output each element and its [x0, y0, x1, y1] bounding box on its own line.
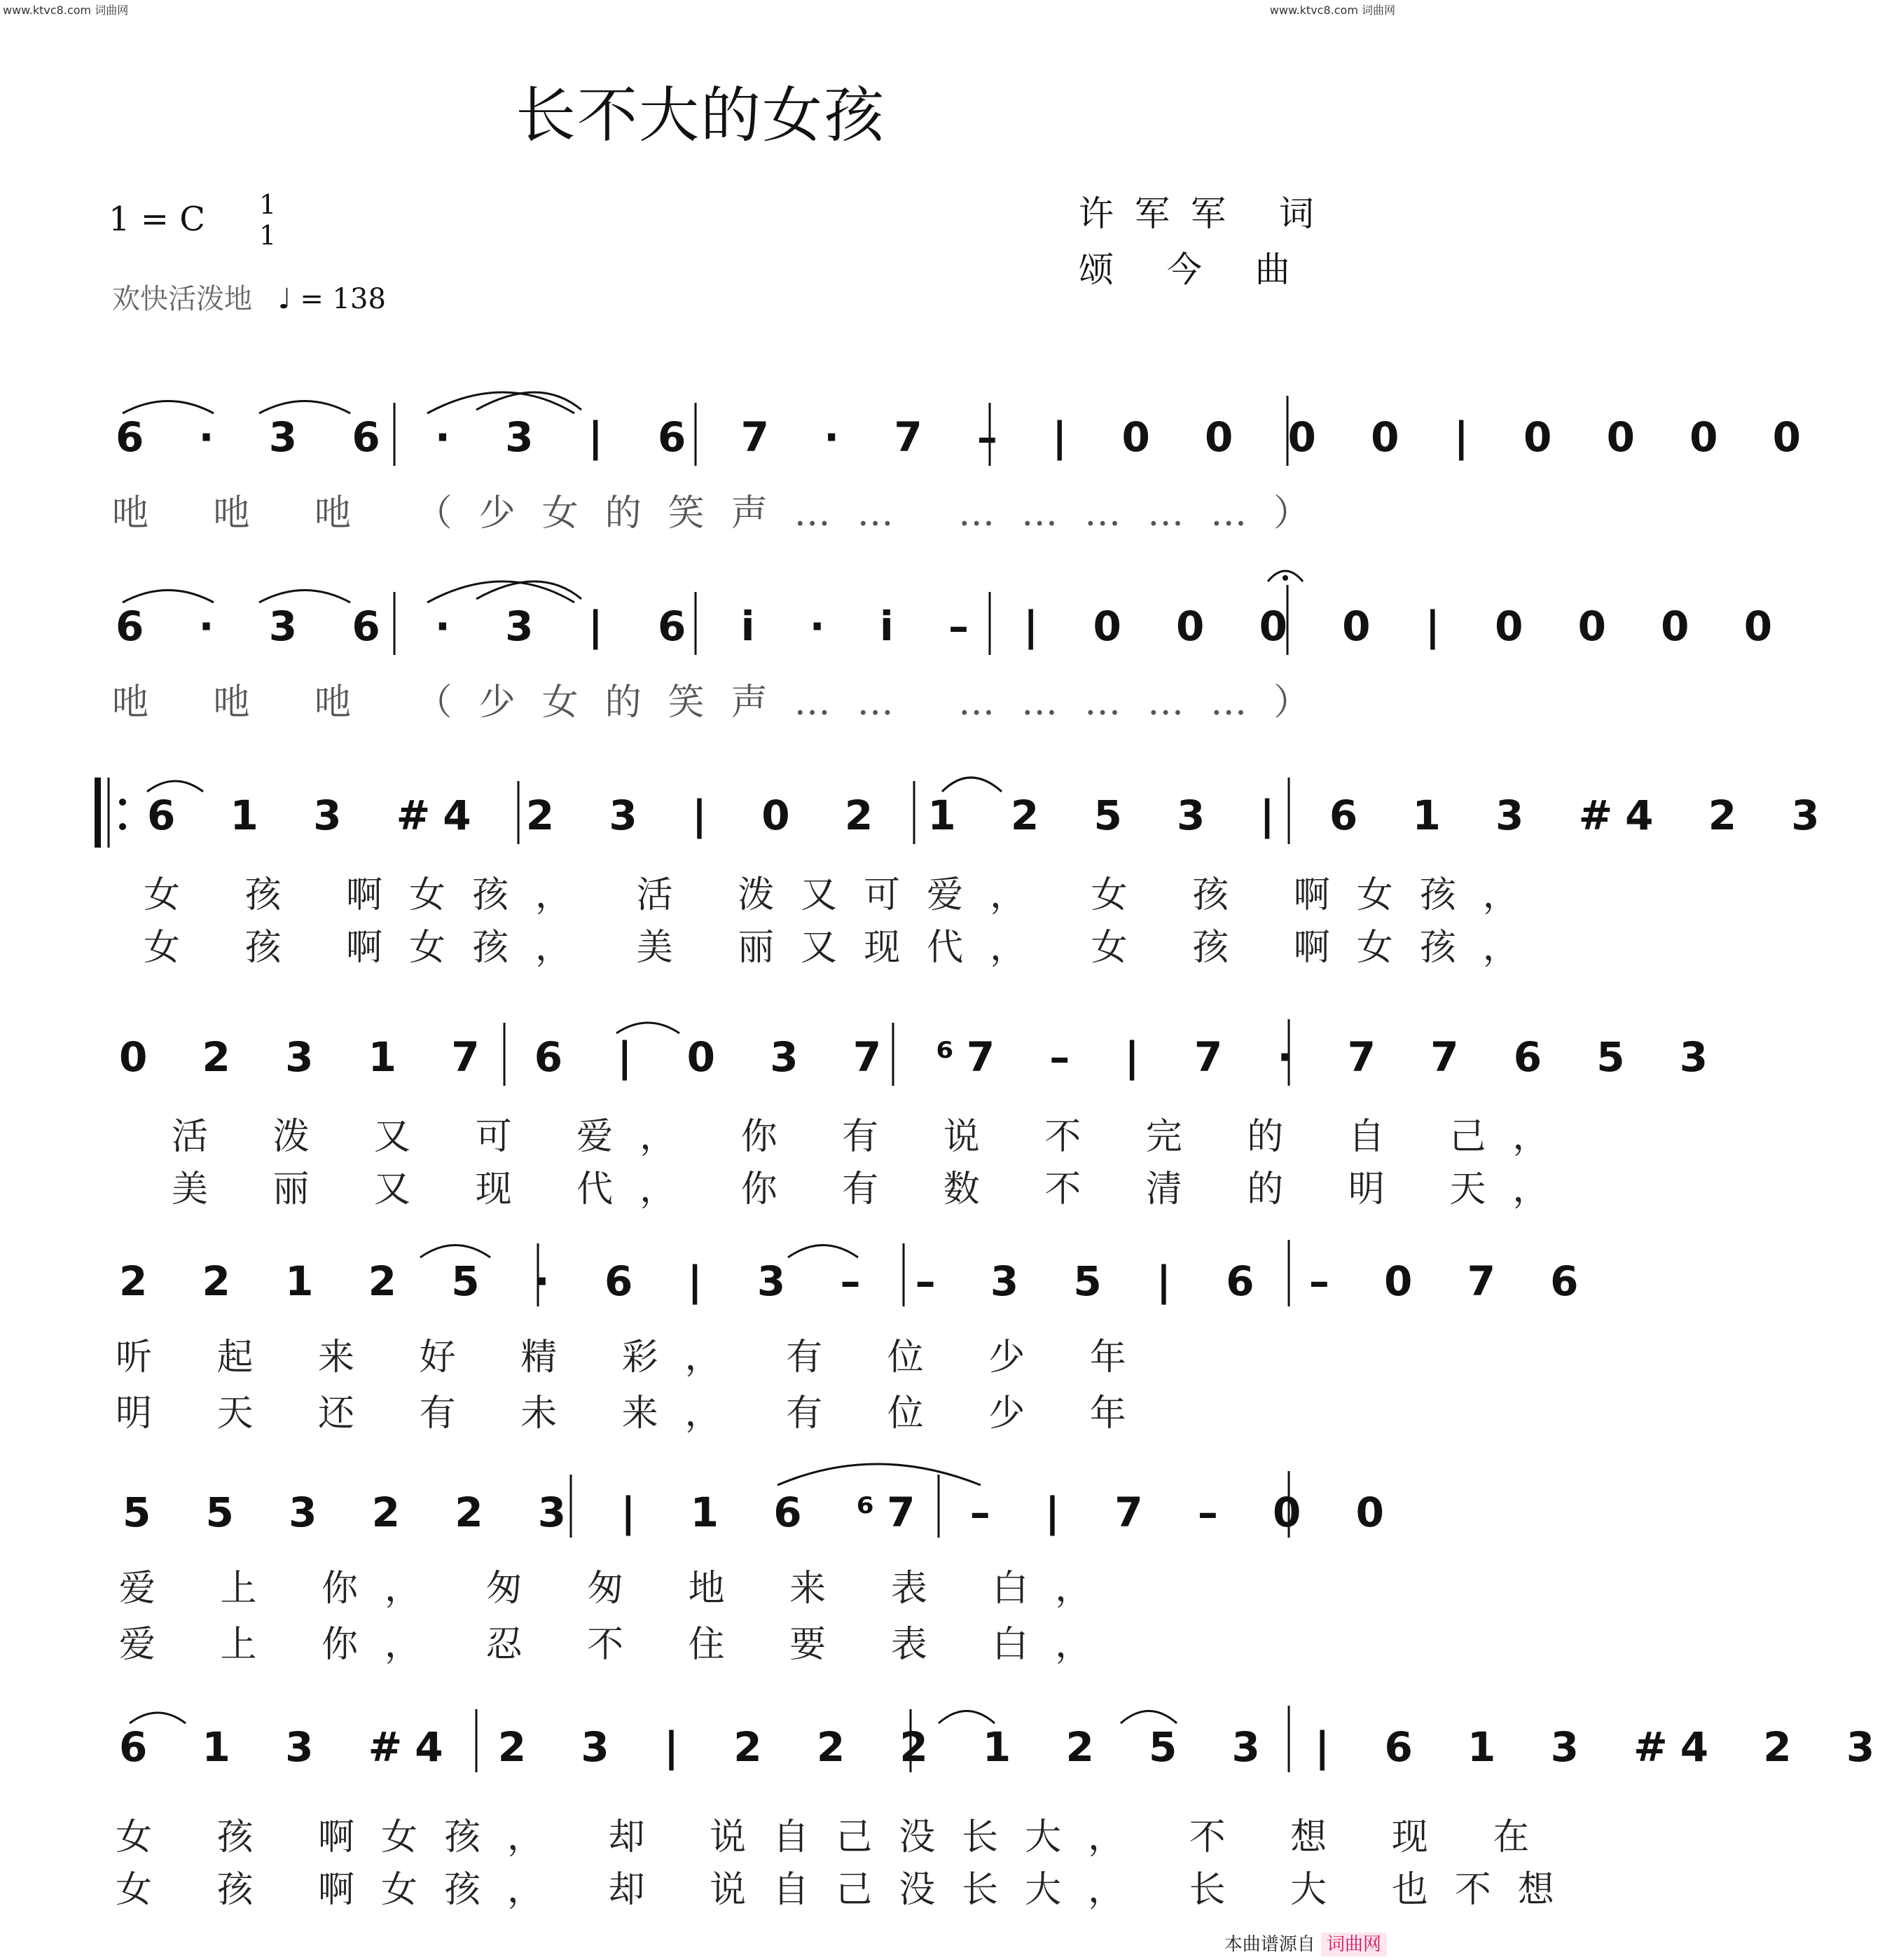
- slur: [939, 1711, 995, 1724]
- system-2-lyric-1: 吔 吔 吔 （少女的笑声…… ……………）: [112, 682, 1337, 724]
- system-6-lyric-1: 爱 上 你， 匆 匆 地 来 表 白，: [119, 1568, 1119, 1610]
- system-7-lyric-1: 女 孩 啊女孩， 却 说自己没长大， 不 想 现 在: [116, 1816, 1556, 1858]
- site-watermark-left: www.ktvc8.com 词曲网: [3, 4, 129, 17]
- lyricist-credit: 许军军 词: [1079, 193, 1335, 234]
- slur: [1121, 1711, 1177, 1724]
- slur: [777, 1464, 981, 1485]
- footer-brand-link[interactable]: 词曲网: [1321, 1933, 1387, 1956]
- system-6-notes: 5 5 3 2 2 3 | 1 6 ⁶7 – | 7 – 0 0: [123, 1489, 1397, 1536]
- system-7-notes: 6 1 3 #4 2 3 | 2 2 2 1 2 5 3 | 6 1 3 #4 2 3: [119, 1723, 1887, 1771]
- system-2-notes: 6 · 3 6 · 3 | 6 i · i – | 0 0 0 0 | 0 0 0 0: [116, 602, 1785, 650]
- footer-source-label: 本曲谱源自: [1224, 1934, 1315, 1955]
- slur: [259, 591, 350, 603]
- slur: [259, 401, 350, 414]
- system-4-lyric-1: 活 泼 又 可 爱， 你 有 说 不 完 的 自 己，: [172, 1116, 1576, 1158]
- slur: [123, 591, 214, 603]
- slur: [420, 1245, 490, 1258]
- system-4-lyric-2: 美 丽 又 现 代， 你 有 数 不 清 的 明 天，: [172, 1168, 1576, 1210]
- system-5-lyric-1: 听 起 来 好 精 彩， 有 位 少 年: [116, 1337, 1153, 1379]
- quarter-note-icon: ♩: [277, 283, 291, 315]
- composer-credit: 颂 今 曲: [1079, 249, 1311, 290]
- fermata-dot: [1283, 575, 1288, 581]
- slur: [788, 1245, 858, 1258]
- time-signature-top: 1: [259, 189, 277, 220]
- time-signature-bottom: 1: [259, 220, 277, 251]
- slur: [147, 781, 203, 792]
- tempo-value: = 138: [300, 283, 386, 315]
- footer-source: [1224, 1930, 1387, 1956]
- system-4-notes: 0 2 3 1 7 6 | 0 3 7 ⁶7 – | 7 · 7 7 6 5 3: [119, 1033, 1721, 1081]
- key-signature: 1 = C: [109, 200, 205, 239]
- system-1-notes: 6 · 3 6 · 3 | 6 7 · 7 – | 0 0 0 0 | 0 0 0 0: [116, 413, 1814, 461]
- tempo-text: 欢快活泼地: [112, 283, 252, 315]
- system-6-lyric-2: 爱 上 你， 忍 不 住 要 表 白，: [119, 1624, 1119, 1666]
- song-title: 长不大的女孩: [516, 81, 885, 151]
- system-3-notes: 6 1 3 #4 2 3 | 0 2 1 2 5 3 | 6 1 3 #4 2 3: [147, 792, 1832, 839]
- system-7-lyric-2: 女 孩 啊女孩， 却 说自己没长大， 长 大 也不想: [116, 1869, 1581, 1911]
- system-3-lyric-2: 女 孩 啊女孩， 美 丽又现代， 女 孩 啊女孩，: [144, 927, 1546, 969]
- site-watermark-right: www.ktvc8.com 词曲网: [1269, 4, 1395, 17]
- slur: [942, 778, 1002, 792]
- system-1-lyric-1: 吔 吔 吔 （少女的笑声…… ……………）: [112, 492, 1337, 534]
- repeat-start-icon: [95, 778, 126, 848]
- slur: [130, 1713, 186, 1723]
- system-5-lyric-2: 明 天 还 有 未 来， 有 位 少 年: [116, 1393, 1153, 1435]
- system-3-lyric-1: 女 孩 啊女孩， 活 泼又可爱， 女 孩 啊女孩，: [144, 874, 1546, 916]
- slur: [616, 1023, 679, 1033]
- slur: [123, 401, 214, 414]
- system-5-notes: 2 2 1 2 5 · 6 | 3 – – 3 5 | 6 – 0 7 6: [119, 1257, 1591, 1305]
